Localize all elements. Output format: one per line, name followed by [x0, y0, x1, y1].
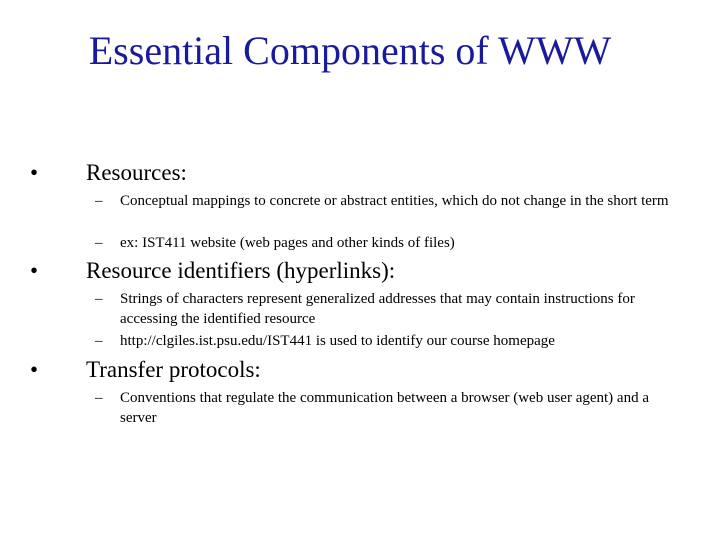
sub-item-text: Conventions that regulate the communication between a browser (web user agent) and a server: [120, 390, 649, 426]
sub-item-text: http://clgiles.ist.psu.edu/IST441 is used to identify our course homepage: [120, 333, 555, 349]
bullet-dot-icon: •: [30, 258, 39, 283]
dash-icon: –: [95, 390, 103, 406]
sub-item: [95, 289, 685, 329]
sub-item: [95, 388, 685, 428]
bullet-heading: Resource identifiers (hyperlinks):: [86, 258, 396, 283]
bullet-heading: Transfer protocols:: [86, 357, 261, 382]
bullet-dot-icon: •: [30, 160, 39, 185]
dash-icon: –: [95, 291, 103, 307]
dash-icon: –: [95, 235, 103, 251]
dash-icon: –: [95, 193, 103, 209]
sub-item: [95, 331, 685, 351]
sub-item: [95, 233, 685, 253]
bullet-heading: Resources:: [86, 160, 187, 185]
sub-item-text: Strings of characters represent generalized addresses that may contain instructions for accessing the identified resource: [120, 291, 635, 327]
sub-item: [95, 191, 685, 211]
sub-item-text: Conceptual mappings to concrete or abstract entities, which do not change in the short term: [120, 193, 669, 209]
slide-title: Essential Components of WWW: [88, 28, 612, 73]
dash-icon: –: [95, 333, 103, 349]
bullet-dot-icon: •: [30, 357, 39, 382]
sub-item-text: ex: IST411 website (web pages and other kinds of files): [120, 235, 455, 251]
